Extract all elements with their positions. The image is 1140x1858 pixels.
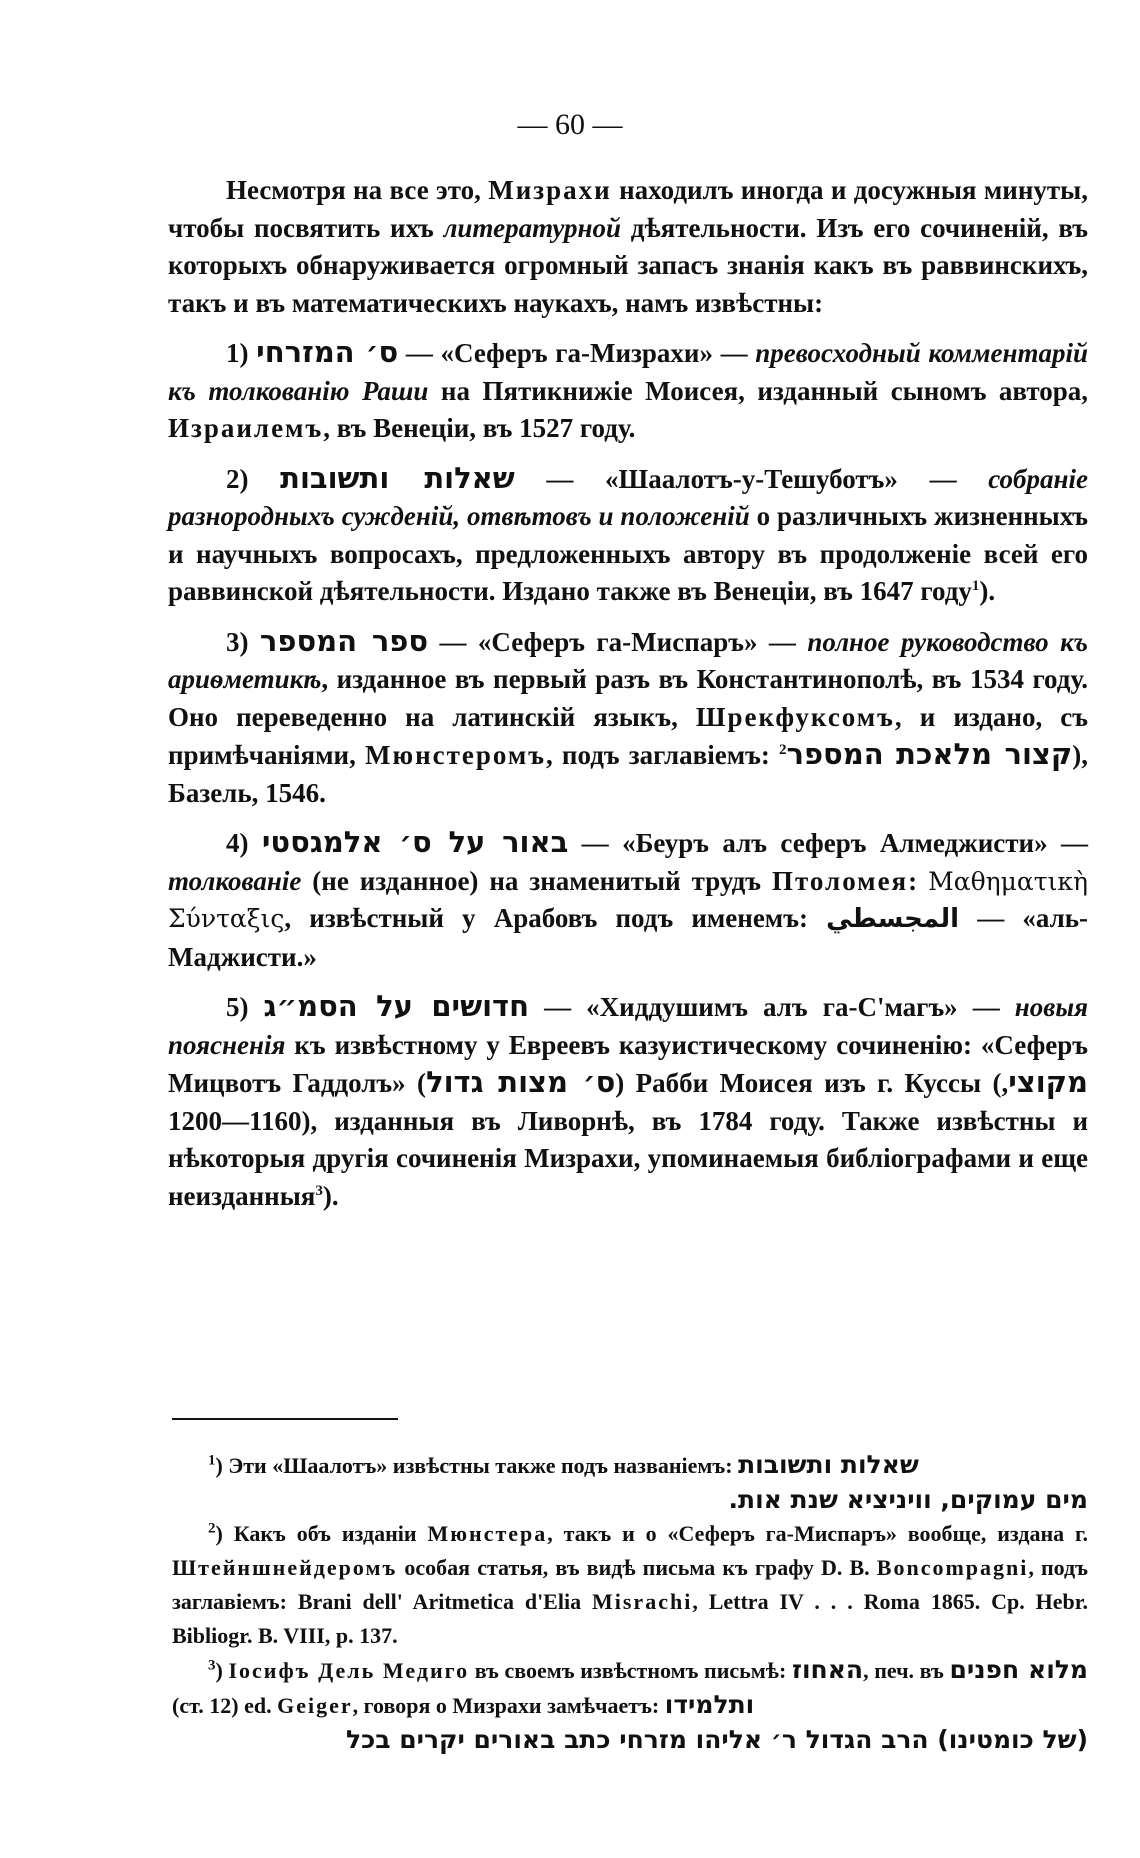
footnote-3 [172, 1653, 1088, 1723]
text: ) Эти «Шаалотъ» извѣстны также подъ названіемъ: [215, 1453, 739, 1478]
text: , въ Венеціи, въ 1527 году. [323, 413, 636, 443]
work-item-5 [168, 988, 1088, 1215]
hebrew-title: האחוז [791, 1655, 864, 1684]
emphasis: толкованіе [168, 865, 302, 896]
intro-paragraph [168, 172, 1088, 322]
emphasis: литературной [443, 212, 622, 243]
person-name: Boncompagni [876, 1555, 1029, 1580]
text: , изданное въ первый разъ въ Константинополѣ, въ 1534 году. Оно переведенно на латинскій языкъ, [168, 664, 1088, 732]
main-text [168, 172, 1088, 1227]
hebrew-title: ס׳ המזרחי [256, 335, 399, 369]
footnote-mark: 2 [208, 1520, 216, 1537]
text: въ своемъ извѣстномъ письмѣ: [469, 1658, 792, 1683]
text: на Пятикнижіе Моисея, изданный сыномъ автора, [428, 375, 1088, 406]
person-name: Misrachi [591, 1589, 693, 1614]
footnote-ref: 3 [315, 1182, 323, 1199]
text: — «Шаалотъ-у-Тешуботъ» — [514, 463, 989, 494]
person-name: Израилемъ [168, 413, 324, 443]
text: , подъ заглавіемъ: Brani dell' Aritmetica d'Elia [172, 1555, 1088, 1614]
person-name: Птоломея [772, 865, 909, 896]
text: Несмотря на все это, [226, 175, 489, 205]
person-name: Штейншнейдеромъ [172, 1555, 398, 1580]
text: , такъ и о «Сеферъ га-Миспаръ» вообще, издана г. [547, 1521, 1089, 1546]
item-number: 1) [226, 338, 257, 368]
item-number: 4) [226, 828, 262, 858]
text: , извѣстный у Арабовъ подъ именемъ: [284, 903, 827, 933]
hebrew-title: שאלות ותשובות [738, 1450, 919, 1479]
text: ). [979, 576, 996, 606]
text: (ст. 12) ed. [172, 1693, 278, 1718]
footnote-mark: 1 [208, 1452, 216, 1469]
hebrew-title: באור על ס׳ אלמגסטי [261, 825, 569, 859]
person-name: Шрекфуксомъ [695, 701, 895, 732]
emphasis: новыя поясненія [168, 992, 1088, 1060]
text: о различныхъ жизненныхъ и научныхъ вопросахъ, предложенныхъ автору въ продолженіе всей его раввинской дѣятельности. Издано также въ Венеціи, въ 1647 году [168, 501, 1088, 606]
text: находилъ иногда и досужныя минуты, чтобы посвятить ихъ [168, 175, 1088, 243]
hebrew-title: חדושים על הסמ״ג [263, 989, 530, 1023]
work-item-4 [168, 824, 1088, 976]
text: — «аль-Маджисти.» [168, 903, 1088, 972]
text: ). [322, 1180, 339, 1211]
page-number: — 60 — [517, 108, 623, 141]
person-name: Мюнстера [427, 1521, 548, 1546]
text: : [908, 865, 929, 896]
text: особая статья, въ видѣ письма къ графу D. B. [397, 1555, 877, 1580]
work-item-1 [168, 334, 1088, 448]
text: , Lettra IV . . . Roma 1865. Cp. Hebr. Bibliogr. B. VIII, p. 137. [172, 1589, 1088, 1648]
text: , 1160—1200), изданныя въ Ливорнѣ, въ 1784 году. Также извѣстны и нѣкоторыя другія сочиненія Мизрахи, упоминаемыя библіографами и еще неизданныя [168, 1068, 1088, 1211]
hebrew-title: ס׳ מצות גדול [426, 1065, 616, 1099]
emphasis: собраніе разнородныхъ сужденій, отвѣтовъ и положеній [168, 463, 1088, 531]
emphasis: полное руководство къ ариѳметикѣ [168, 626, 1089, 694]
footnote-1-hebrew-line: מים עמוקים, וויניציא שנת אות. [728, 1485, 1088, 1514]
text: , печ. въ [863, 1658, 950, 1683]
text [349, 376, 361, 406]
footnote-3-hebrew-line: (של כומטינו) הרב הגדול ר׳ אליהו מזרחי כתב באורים יקרים בכל [345, 1725, 1088, 1754]
footnote-divider [172, 1418, 398, 1420]
hebrew-title: שאלות ותשובות [280, 460, 515, 495]
person-name: Geiger [277, 1693, 353, 1718]
text: — «Беуръ алъ сеферъ Алмеджисти» — [568, 828, 1088, 858]
text: — «Хиддушимъ алъ га-С'магъ» — [529, 992, 1015, 1022]
hebrew-title: קצור מלאכת המספר [786, 737, 1073, 771]
author-name: Мизрахи [488, 175, 612, 205]
item-number: 5) [226, 992, 264, 1022]
person-name: Мюнстеромъ [364, 740, 547, 770]
footnote-mark: 3 [208, 1657, 216, 1674]
text: дѣятельности. Изъ его сочиненій, въ которыхъ обнаруживается огромный запасъ знанія какъ въ раввинскихъ, такъ и въ математическихъ наукахъ, намъ извѣстны: [168, 212, 1089, 318]
footnote-ref: 1 [971, 578, 980, 594]
hebrew-place: מקוצי [1008, 1065, 1088, 1099]
hebrew-title: מלוא חפנים [949, 1655, 1088, 1684]
text: ) [215, 1658, 229, 1683]
person-name: Іосифъ Дель Медиго [228, 1658, 470, 1683]
hebrew-title: ספר המספר [259, 623, 429, 658]
text: — «Сеферъ га-Мизрахи» — [398, 338, 756, 368]
emphasis: превосходный комментарій къ толкованію [168, 338, 1088, 406]
hebrew-word: ותלמידו [664, 1690, 755, 1719]
text: , подъ заглавіемъ: [546, 740, 779, 770]
item-number: 3) [226, 626, 260, 657]
greek-title: Μαθηματικὴ Σύνταξις [168, 866, 1088, 933]
arabic-title: المجسطي [826, 904, 960, 934]
text: , и издано, съ примѣчаніями, [168, 701, 1088, 770]
work-item-3 [168, 623, 1088, 813]
footnotes [172, 1448, 1088, 1757]
emphasis: Раши [361, 375, 429, 406]
text: ) Какъ объ изданіи [215, 1521, 428, 1546]
footnote-2 [172, 1517, 1088, 1653]
text: (не изданное) на знаменитый трудъ [301, 865, 772, 896]
text: ), Базель, 1546. [168, 740, 1088, 808]
text: , говоря о Мизрахи замѣчаетъ: [352, 1693, 665, 1718]
footnote-ref: 2 [778, 742, 787, 758]
text: — «Сеферъ га-Миспаръ» — [428, 626, 808, 657]
work-item-2 [168, 460, 1088, 611]
text: ) Рабби Моисея изъ г. Куссы ( [615, 1068, 1002, 1098]
text: къ извѣстному у Евреевъ казуистическому сочиненію: «Сеферъ Мицвотъ Гаддолъ» ( [168, 1029, 1088, 1098]
footnote-1 [172, 1448, 1088, 1483]
item-number: 2) [226, 463, 281, 494]
